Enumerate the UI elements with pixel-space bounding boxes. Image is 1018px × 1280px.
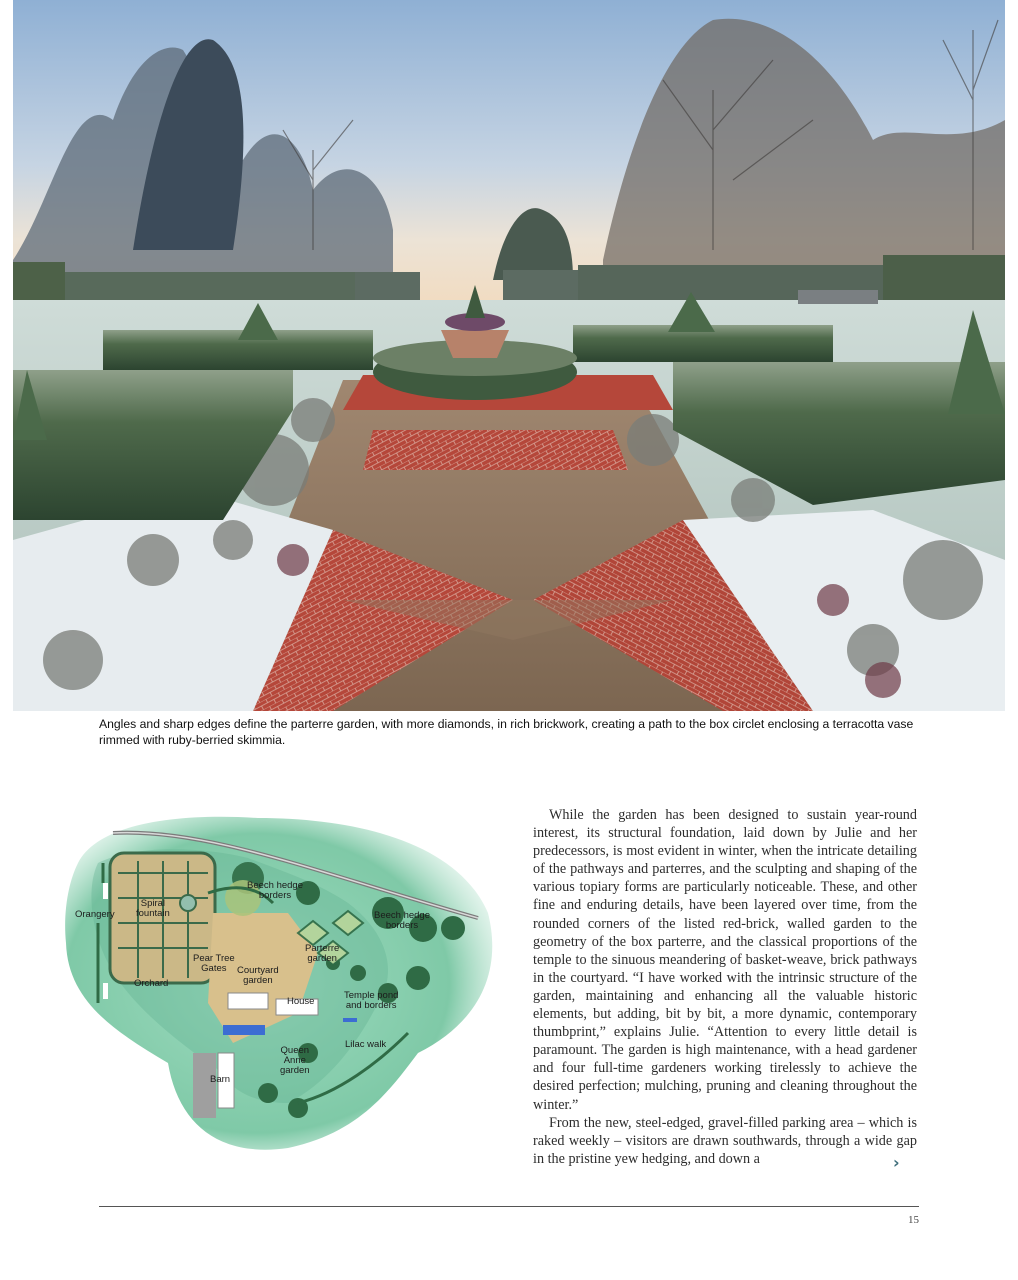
parterre-garden-photo [13,0,1005,711]
map-label-queen-anne-garden: Queen Anne garden [280,1045,310,1076]
photo-caption: Angles and sharp edges define the parterre garden, with more diamonds, in rich brickwork, creating a path to the box circlet enclosing a terracotta vase rimmed with ruby-berried skimmia. [99,717,914,747]
article-body [533,806,917,1168]
map-label-beech-hedge-borders-right: Beech hedge borders [374,910,430,931]
map-label-lilac-walk: Lilac walk [345,1039,387,1050]
map-label-parterre-garden: Parterre garden [305,943,340,964]
article-paragraph: While the garden has been designed to sustain year-round interest, its structural foundation, laid down by Julie and her predecessors, is most evident in winter, when the intricate detailing of the pathways and parterres, and the sculpting and shaping of the various topiary forms are particularly noticeable. These, and other fine and enduring details, have been layered over time, from the rounded corners of the listed red-brick, walled garden to the geometry of the box parterre, and the classical proportions of the temple to the sinuous meandering of basket-weave, brick pathways in the courtyard. “I have worked with the intrinsic structure of the garden, maintaining and enhancing all the valuable historic elements, but adding, bit by bit, a more dynamic, contemporary thumbprint,” explains Julie. “Attention to every little detail is paramount. The garden is high maintenance, with a head gardener and four full-time gardeners working tirelessly to achieve the desired perfection; mulching, pruning and cleaning throughout the winter.” [533,807,917,1113]
map-label-courtyard-garden: Courtyard garden [237,965,279,986]
garden-plan-illustration [58,803,503,1158]
map-label-beech-hedge-borders-top: Beech hedge borders [247,880,303,901]
map-label-pear-tree-gates: Pear Tree Gates [193,953,235,974]
map-label-house: House [287,996,315,1007]
photo-illustration [13,0,1005,711]
map-label-orangery: Orangery [75,909,115,920]
map-label-orchard: Orchard [134,978,169,989]
map-label-temple-pond: Temple pond and borders [344,990,399,1011]
map-label-spiral-fountain: Spiral fountain [136,898,170,919]
footer-rule [99,1206,919,1207]
map-label-barn: Barn [210,1074,231,1085]
chevron-right-icon: › [893,1153,900,1172]
page-number: 15 [908,1214,919,1226]
article-paragraph: From the new, steel-edged, gravel-filled parking area – which is raked weekly – visitors are drawn southwards, through a wide gap in the pristine yew hedging, and down a [533,1114,917,1167]
garden-plan-map [58,803,503,1158]
